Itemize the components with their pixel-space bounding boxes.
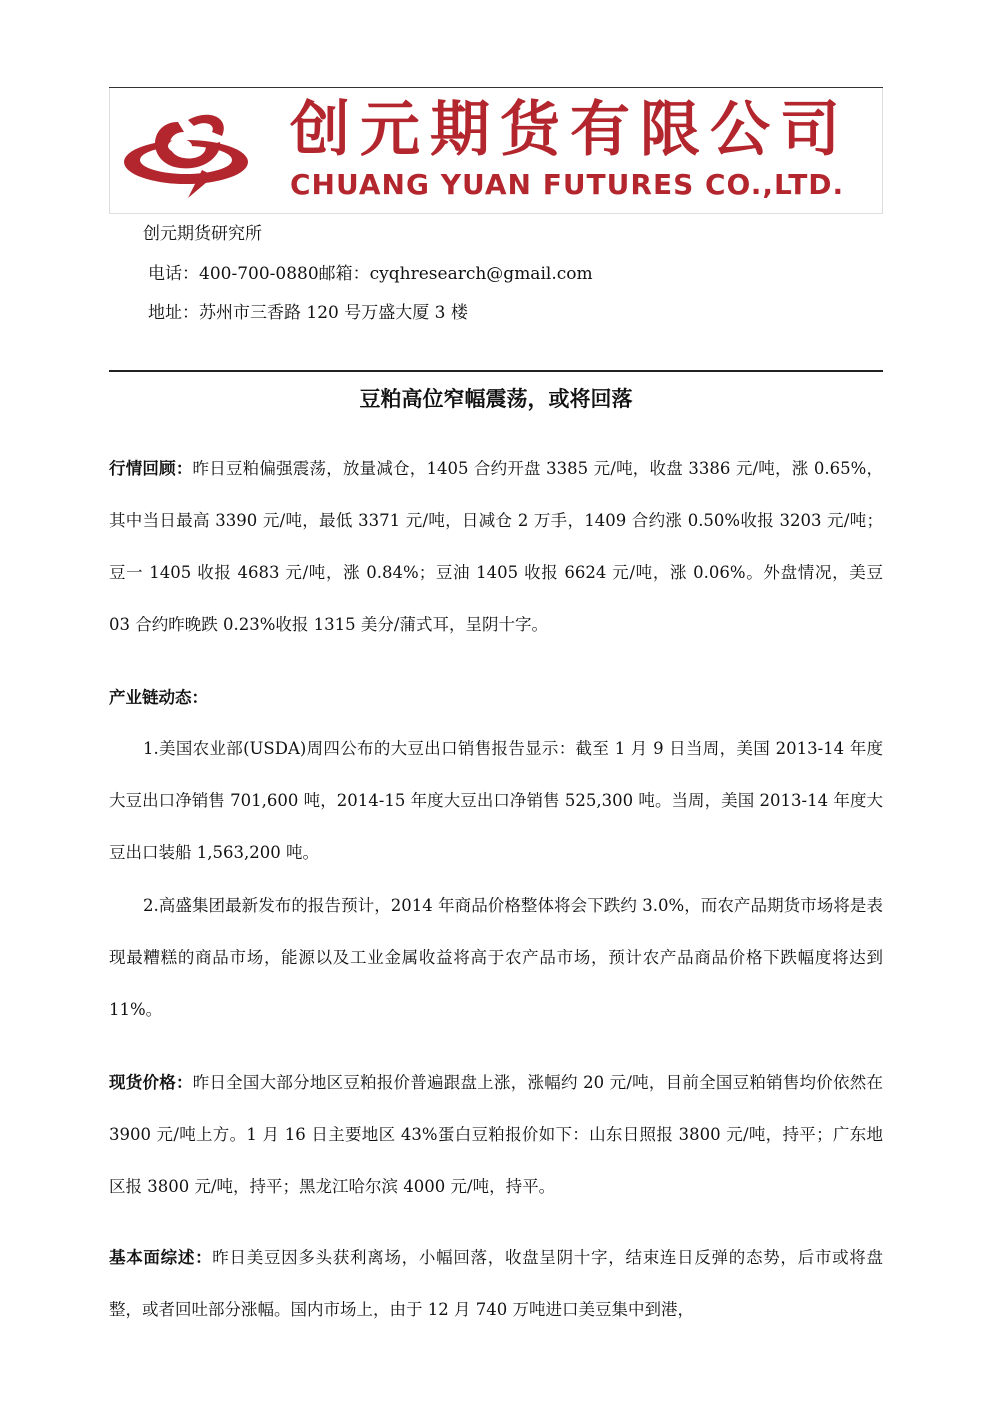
market-review-label: 行情回顾： — [109, 459, 193, 478]
phone-email: 电话：400-700-0880邮箱：cyqhresearch@gmail.com — [148, 264, 593, 284]
institute-name: 创元期货研究所 — [143, 224, 262, 244]
industry-item-2: 2.高盛集团最新发布的报告预计，2014 年商品价格整体将会下跌约 3.0%，而农产品期货市场将是表现最糟糕的商品市场，能源以及工业金属收益将高于农产品市场，预计农产品商品价格下跌幅度将达到 11%。 — [109, 896, 883, 1019]
company-name-cn: 创元期货有限公司 — [290, 95, 850, 165]
fundamental-paragraph — [109, 1232, 883, 1336]
spot-price-label: 现货价格： — [109, 1073, 193, 1092]
spot-price-paragraph — [109, 1057, 883, 1213]
spot-price-text: 昨日全国大部分地区豆粕报价普遍跟盘上涨，涨幅约 20 元/吨，目前全国豆粕销售均价依然在 3900 元/吨上方。1 月 16 日主要地区 43%蛋白豆粕报价如下：山东日照报 3800 元/吨，持平；广东地区报 3800 元/吨，持平；黑龙江哈尔滨 4000 元/吨，持平。 — [109, 1073, 884, 1196]
company-banner — [109, 88, 883, 214]
fundamental-label: 基本面综述： — [109, 1248, 213, 1267]
report-title: 豆粕高位窄幅震荡，或将回落 — [359, 387, 633, 411]
fundamental-text: 昨日美豆因多头获利离场，小幅回落，收盘呈阴十字，结束连日反弹的态势，后市或将盘整，或者回吐部分涨幅。国内市场上，由于 12 月 740 万吨进口美豆集中到港， — [109, 1248, 884, 1319]
industry-item-1: 1.美国农业部(USDA)周四公布的大豆出口销售报告显示：截至 1 月 9 日当周，美国 2013-14 年度大豆出口净销售 701,600 吨，2014-15 年度大豆出口净销售 525,300 吨。当周，美国 2013-14 年度大豆出口装船 1,563,200 吨。 — [109, 739, 883, 862]
address: 地址：苏州市三香路 120 号万盛大厦 3 楼 — [148, 303, 468, 323]
company-logo-icon — [118, 102, 268, 202]
market-review-text: 昨日豆粕偏强震荡，放量减仓，1405 合约开盘 3385 元/吨，收盘 3386 元/吨，涨 0.65%，其中当日最高 3390 元/吨，最低 3371 元/吨，日减仓 2 万手，1409 合约涨 0.50%收报 3203 元/吨；豆一 1405 收报 4683 元/吨，涨 0.84%；豆油 1405 收报 6624 元/吨，涨 0.06%。外盘情况，美豆 03 合约昨晚跌 0.23%收报 1315 美分/蒲式耳，呈阴十字。 — [109, 459, 884, 634]
market-review-paragraph — [109, 443, 883, 651]
company-name-en: CHUANG YUAN FUTURES CO.,LTD. — [290, 168, 845, 201]
industry-heading — [109, 672, 883, 724]
section-rule — [109, 370, 883, 372]
industry-label: 产业链动态： — [109, 688, 208, 707]
